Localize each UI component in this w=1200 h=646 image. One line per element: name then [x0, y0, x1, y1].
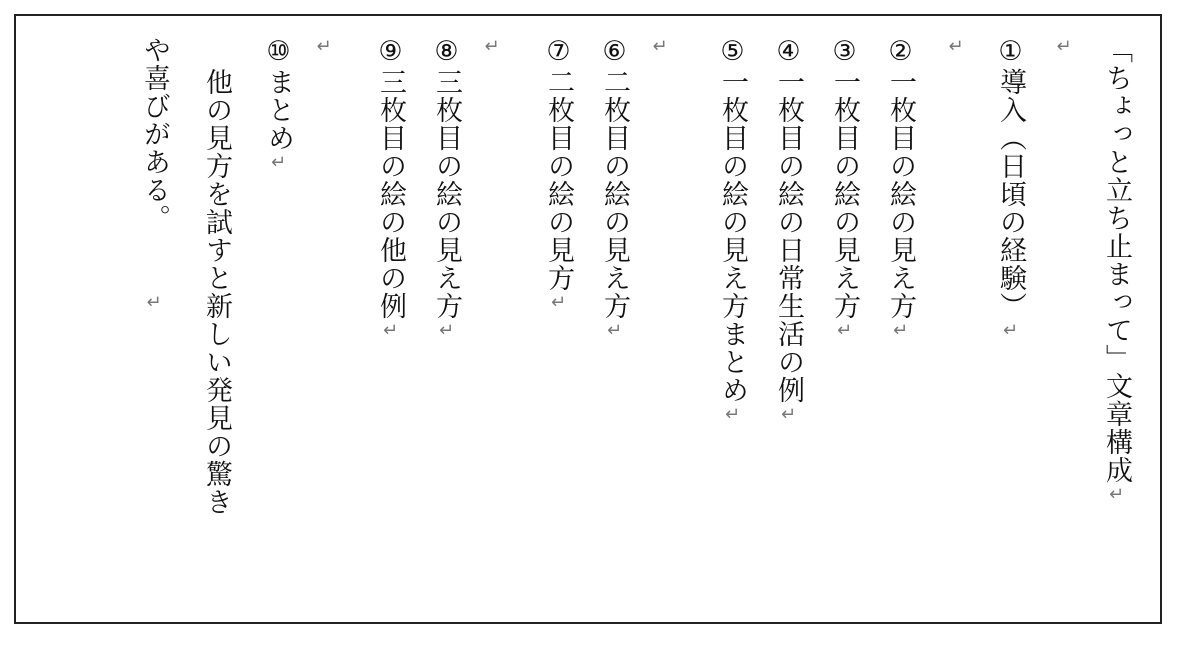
document-title: [1098, 36, 1134, 506]
item-3: [826, 36, 862, 342]
return-mark: ↵: [316, 36, 332, 57]
item-text: ④一枚目の絵の日常生活の例: [773, 36, 804, 404]
return-mark: ↵: [722, 404, 743, 426]
item-text: ①導入（日頃の経験）: [995, 36, 1026, 320]
item-9: [372, 36, 408, 342]
return-mark: ↵: [778, 404, 799, 426]
return-mark: ↵: [1056, 36, 1072, 57]
summary-line-2: [136, 36, 172, 232]
item-text: ⑩まとめ: [263, 36, 294, 152]
return-mark: ↵: [436, 320, 457, 342]
summary-line-1: 他の見方を試すと新しい発見の驚き: [201, 68, 232, 516]
item-5: [714, 36, 750, 426]
return-mark: ↵: [834, 320, 855, 342]
summary-text: や喜びがある。: [139, 36, 170, 232]
return-mark: ↵: [380, 320, 401, 342]
item-text: ③一枚目の絵の見え方: [829, 36, 860, 320]
item-text: ⑨三枚目の絵の他の例: [375, 36, 406, 320]
return-mark: ↵: [548, 292, 569, 314]
item-2: [882, 36, 918, 342]
item-7: [540, 36, 576, 314]
return-mark: ↵: [652, 36, 668, 57]
item-text: ⑧三枚目の絵の見え方: [431, 36, 462, 320]
item-text: ②一枚目の絵の見え方: [885, 36, 916, 320]
title-text: 「ちょっと立ち止まって」文章構成: [1101, 36, 1132, 484]
return-mark: ↵: [1000, 320, 1021, 342]
return-mark: ↵: [604, 320, 625, 342]
item-text: ⑦二枚目の絵の見方: [543, 36, 574, 292]
item-6: [596, 36, 632, 342]
return-mark: ↵: [1106, 484, 1127, 506]
document-frame: [14, 14, 1162, 624]
item-8: [428, 36, 464, 342]
return-mark: ↵: [268, 152, 289, 174]
return-mark: ↵: [948, 36, 964, 57]
return-mark: ↵: [890, 320, 911, 342]
item-text: ⑤一枚目の絵の見え方まとめ: [717, 36, 748, 404]
item-4: [770, 36, 806, 426]
item-text: ⑥二枚目の絵の見え方: [599, 36, 630, 320]
return-mark: ↵: [146, 292, 162, 313]
item-10: [260, 36, 296, 174]
return-mark: ↵: [484, 36, 500, 57]
item-1: [992, 36, 1028, 342]
